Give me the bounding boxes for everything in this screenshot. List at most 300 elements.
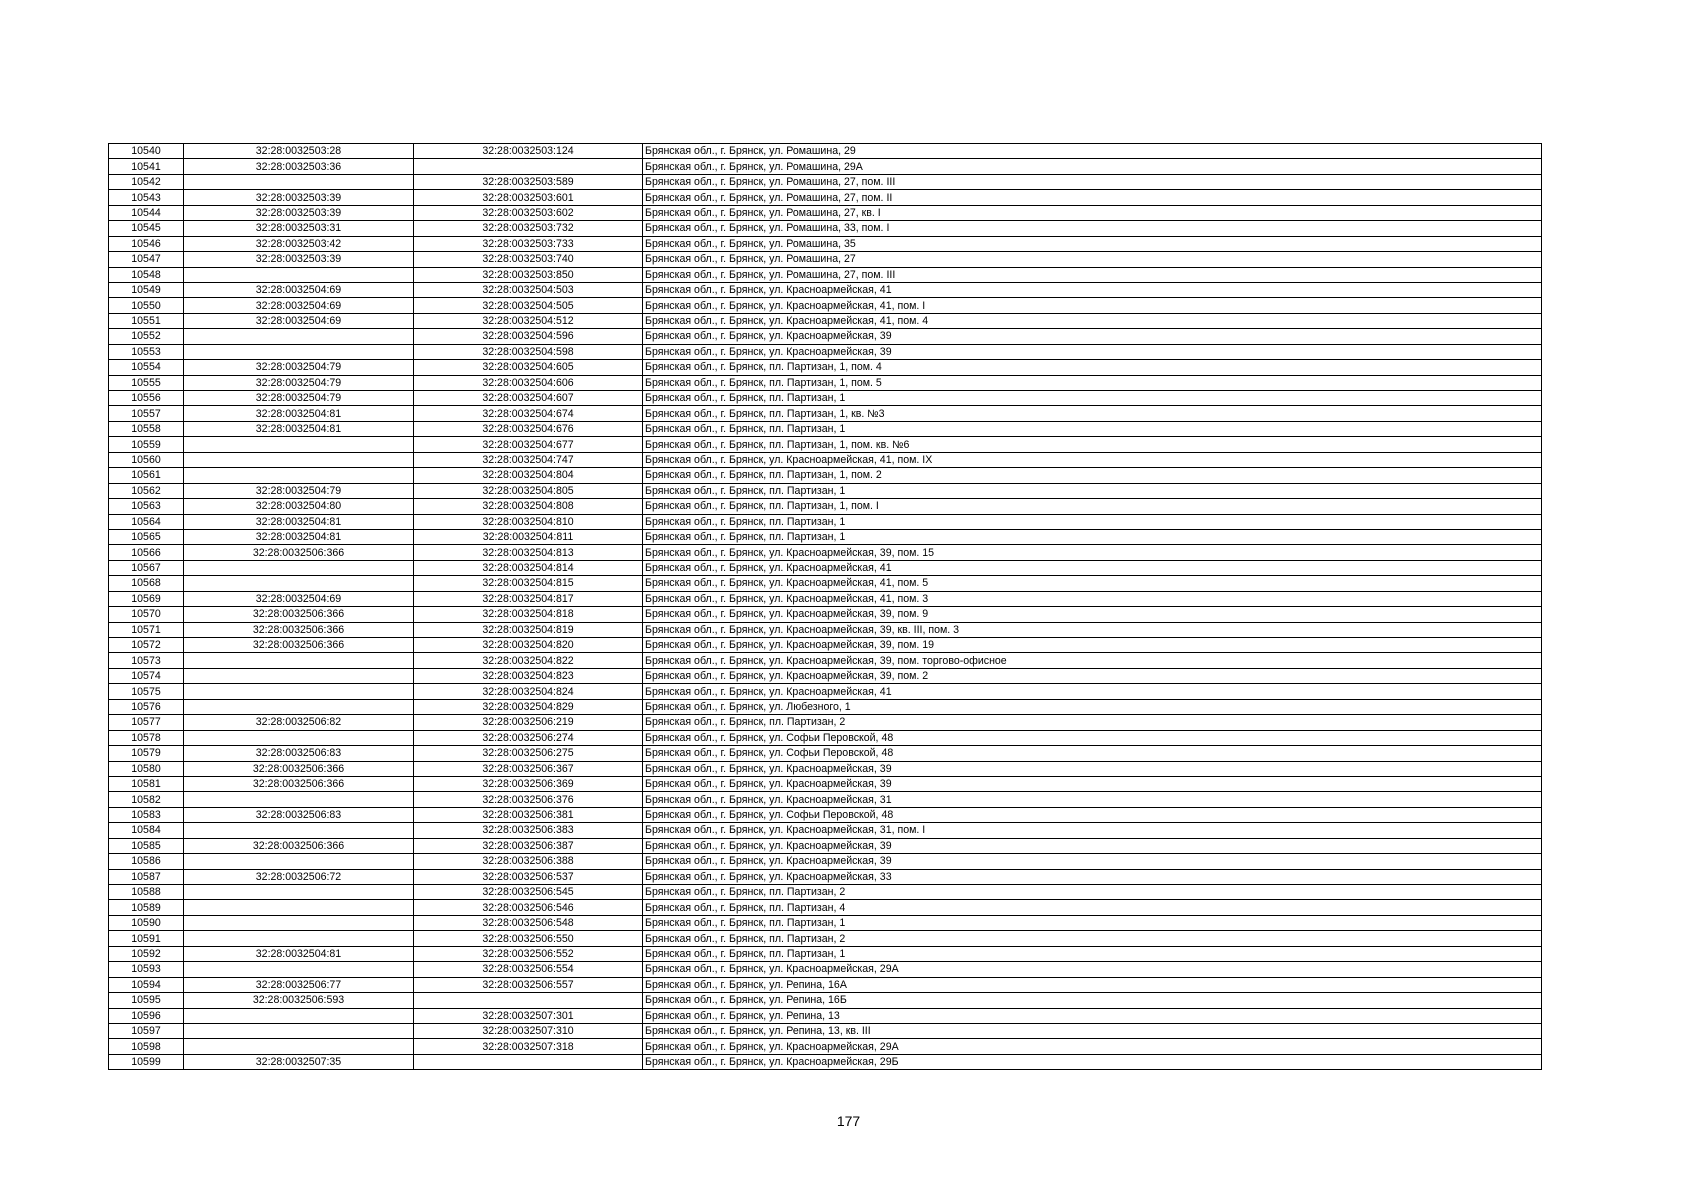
table-row: [109, 421, 1542, 436]
address-cell: Брянская обл., г. Брянск, ул. Ромашина, 27, кв. I: [643, 205, 1542, 220]
cadastral-number-cell: 32:28:0032504:829: [414, 699, 643, 714]
parent-cadastral-number-cell: 32:28:0032503:42: [184, 236, 414, 251]
address-cell: Брянская обл., г. Брянск, ул. Красноармейская, 39, кв. III, пом. 3: [643, 622, 1542, 637]
table-row: [109, 221, 1542, 236]
address-cell: Брянская обл., г. Брянск, ул. Красноармейская, 41, пом. 3: [643, 591, 1542, 606]
table-row: [109, 746, 1542, 761]
row-number-cell: 10576: [109, 699, 184, 714]
cadastral-number-cell: [414, 1054, 643, 1069]
parent-cadastral-number-cell: [184, 267, 414, 282]
address-cell: Брянская обл., г. Брянск, пл. Партизан, 1, пом. 2: [643, 468, 1542, 483]
parent-cadastral-number-cell: [184, 699, 414, 714]
cadastral-number-cell: 32:28:0032506:219: [414, 715, 643, 730]
row-number-cell: 10581: [109, 776, 184, 791]
table-row: [109, 499, 1542, 514]
cadastral-number-cell: 32:28:0032504:820: [414, 638, 643, 653]
parent-cadastral-number-cell: 32:28:0032503:39: [184, 205, 414, 220]
parent-cadastral-number-cell: 32:28:0032504:69: [184, 298, 414, 313]
row-number-cell: 10557: [109, 406, 184, 421]
address-cell: Брянская обл., г. Брянск, ул. Любезного, 1: [643, 699, 1542, 714]
page-number: 177: [836, 1113, 861, 1129]
table-row: [109, 313, 1542, 328]
address-cell: Брянская обл., г. Брянск, ул. Репина, 16Б: [643, 993, 1542, 1008]
cadastral-number-cell: 32:28:0032506:550: [414, 931, 643, 946]
parent-cadastral-number-cell: 32:28:0032503:39: [184, 190, 414, 205]
cadastral-number-cell: 32:28:0032504:814: [414, 560, 643, 575]
row-number-cell: 10566: [109, 545, 184, 560]
parent-cadastral-number-cell: 32:28:0032504:80: [184, 499, 414, 514]
cadastral-registry-table: [108, 143, 1542, 1070]
table-row: [109, 560, 1542, 575]
cadastral-number-cell: 32:28:0032504:810: [414, 514, 643, 529]
parent-cadastral-number-cell: 32:28:0032506:366: [184, 607, 414, 622]
address-cell: Брянская обл., г. Брянск, ул. Красноармейская, 41, пом. 5: [643, 576, 1542, 591]
table-row: [109, 838, 1542, 853]
cadastral-number-cell: 32:28:0032504:817: [414, 591, 643, 606]
parent-cadastral-number-cell: 32:28:0032504:69: [184, 591, 414, 606]
parent-cadastral-number-cell: [184, 329, 414, 344]
table-row: [109, 174, 1542, 189]
row-number-cell: 10592: [109, 946, 184, 961]
cadastral-number-cell: 32:28:0032504:822: [414, 653, 643, 668]
cadastral-number-cell: 32:28:0032506:381: [414, 807, 643, 822]
cadastral-number-cell: 32:28:0032503:601: [414, 190, 643, 205]
table-row: [109, 792, 1542, 807]
row-number-cell: 10556: [109, 391, 184, 406]
table-row: [109, 576, 1542, 591]
table-row: [109, 437, 1542, 452]
parent-cadastral-number-cell: [184, 1039, 414, 1054]
row-number-cell: 10543: [109, 190, 184, 205]
address-cell: Брянская обл., г. Брянск, ул. Красноармейская, 41, пом. 4: [643, 313, 1542, 328]
row-number-cell: 10544: [109, 205, 184, 220]
row-number-cell: 10540: [109, 144, 184, 159]
address-cell: Брянская обл., г. Брянск, пл. Партизан, 1: [643, 529, 1542, 544]
address-cell: Брянская обл., г. Брянск, пл. Партизан, 1, пом. 4: [643, 360, 1542, 375]
row-number-cell: 10586: [109, 854, 184, 869]
parent-cadastral-number-cell: [184, 900, 414, 915]
address-cell: Брянская обл., г. Брянск, ул. Репина, 16А: [643, 977, 1542, 992]
address-cell: Брянская обл., г. Брянск, ул. Красноармейская, 39: [643, 776, 1542, 791]
table-row: [109, 205, 1542, 220]
address-cell: Брянская обл., г. Брянск, ул. Красноармейская, 39, пом. 2: [643, 668, 1542, 683]
table-row: [109, 282, 1542, 297]
table-row: [109, 885, 1542, 900]
cadastral-number-cell: 32:28:0032506:387: [414, 838, 643, 853]
address-cell: Брянская обл., г. Брянск, пл. Партизан, 1, пом. кв. №6: [643, 437, 1542, 452]
cadastral-number-cell: 32:28:0032504:804: [414, 468, 643, 483]
row-number-cell: 10564: [109, 514, 184, 529]
cadastral-number-cell: 32:28:0032506:369: [414, 776, 643, 791]
row-number-cell: 10588: [109, 885, 184, 900]
table-row: [109, 375, 1542, 390]
table-row: [109, 668, 1542, 683]
table-row: [109, 236, 1542, 251]
parent-cadastral-number-cell: 32:28:0032504:69: [184, 282, 414, 297]
parent-cadastral-number-cell: [184, 962, 414, 977]
table-row: [109, 190, 1542, 205]
parent-cadastral-number-cell: 32:28:0032507:35: [184, 1054, 414, 1069]
table-row: [109, 298, 1542, 313]
address-cell: Брянская обл., г. Брянск, пл. Партизан, 2: [643, 931, 1542, 946]
row-number-cell: 10584: [109, 823, 184, 838]
parent-cadastral-number-cell: 32:28:0032506:366: [184, 838, 414, 853]
parent-cadastral-number-cell: [184, 668, 414, 683]
row-number-cell: 10570: [109, 607, 184, 622]
parent-cadastral-number-cell: [184, 468, 414, 483]
cadastral-number-cell: 32:28:0032503:850: [414, 267, 643, 282]
address-cell: Брянская обл., г. Брянск, ул. Ромашина, 27, пом. III: [643, 174, 1542, 189]
row-number-cell: 10587: [109, 869, 184, 884]
cadastral-number-cell: 32:28:0032507:318: [414, 1039, 643, 1054]
address-cell: Брянская обл., г. Брянск, ул. Красноармейская, 31, пом. I: [643, 823, 1542, 838]
row-number-cell: 10552: [109, 329, 184, 344]
table-row: [109, 252, 1542, 267]
row-number-cell: 10575: [109, 684, 184, 699]
address-cell: Брянская обл., г. Брянск, ул. Красноармейская, 41: [643, 282, 1542, 297]
parent-cadastral-number-cell: 32:28:0032504:81: [184, 514, 414, 529]
cadastral-number-cell: 32:28:0032506:275: [414, 746, 643, 761]
address-cell: Брянская обл., г. Брянск, ул. Софьи Перовской, 48: [643, 730, 1542, 745]
parent-cadastral-number-cell: 32:28:0032504:69: [184, 313, 414, 328]
cadastral-number-cell: 32:28:0032504:813: [414, 545, 643, 560]
parent-cadastral-number-cell: [184, 931, 414, 946]
table-row: [109, 1054, 1542, 1069]
cadastral-number-cell: 32:28:0032506:383: [414, 823, 643, 838]
table-row: [109, 529, 1542, 544]
table-row: [109, 360, 1542, 375]
address-cell: Брянская обл., г. Брянск, ул. Красноармейская, 41: [643, 560, 1542, 575]
row-number-cell: 10573: [109, 653, 184, 668]
address-cell: Брянская обл., г. Брянск, ул. Репина, 13: [643, 1008, 1542, 1023]
cadastral-number-cell: 32:28:0032506:274: [414, 730, 643, 745]
table-row: [109, 931, 1542, 946]
cadastral-number-cell: 32:28:0032506:537: [414, 869, 643, 884]
cadastral-number-cell: 32:28:0032504:811: [414, 529, 643, 544]
row-number-cell: 10561: [109, 468, 184, 483]
row-number-cell: 10542: [109, 174, 184, 189]
parent-cadastral-number-cell: [184, 823, 414, 838]
row-number-cell: 10579: [109, 746, 184, 761]
parent-cadastral-number-cell: 32:28:0032506:77: [184, 977, 414, 992]
table-row: [109, 1039, 1542, 1054]
cadastral-number-cell: 32:28:0032507:301: [414, 1008, 643, 1023]
cadastral-number-cell: 32:28:0032504:598: [414, 344, 643, 359]
cadastral-number-cell: 32:28:0032504:503: [414, 282, 643, 297]
address-cell: Брянская обл., г. Брянск, ул. Красноармейская, 29А: [643, 1039, 1542, 1054]
table-row: [109, 761, 1542, 776]
address-cell: Брянская обл., г. Брянск, ул. Красноармейская, 39: [643, 329, 1542, 344]
row-number-cell: 10562: [109, 483, 184, 498]
cadastral-number-cell: 32:28:0032504:605: [414, 360, 643, 375]
address-cell: Брянская обл., г. Брянск, ул. Красноармейская, 41, пом. IX: [643, 452, 1542, 467]
cadastral-number-cell: 32:28:0032504:818: [414, 607, 643, 622]
cadastral-number-cell: 32:28:0032506:376: [414, 792, 643, 807]
address-cell: Брянская обл., г. Брянск, пл. Партизан, 1, пом. I: [643, 499, 1542, 514]
address-cell: Брянская обл., г. Брянск, ул. Красноармейская, 39: [643, 344, 1542, 359]
cadastral-number-cell: 32:28:0032504:607: [414, 391, 643, 406]
parent-cadastral-number-cell: [184, 684, 414, 699]
cadastral-number-cell: 32:28:0032504:805: [414, 483, 643, 498]
row-number-cell: 10549: [109, 282, 184, 297]
table-row: [109, 344, 1542, 359]
parent-cadastral-number-cell: 32:28:0032504:79: [184, 375, 414, 390]
row-number-cell: 10593: [109, 962, 184, 977]
cadastral-number-cell: 32:28:0032506:367: [414, 761, 643, 776]
parent-cadastral-number-cell: [184, 560, 414, 575]
parent-cadastral-number-cell: 32:28:0032504:81: [184, 529, 414, 544]
parent-cadastral-number-cell: 32:28:0032506:366: [184, 622, 414, 637]
table-row: [109, 962, 1542, 977]
row-number-cell: 10548: [109, 267, 184, 282]
address-cell: Брянская обл., г. Брянск, пл. Партизан, 2: [643, 885, 1542, 900]
address-cell: Брянская обл., г. Брянск, пл. Партизан, 1, пом. 5: [643, 375, 1542, 390]
parent-cadastral-number-cell: [184, 576, 414, 591]
address-cell: Брянская обл., г. Брянск, ул. Красноармейская, 39, пом. 9: [643, 607, 1542, 622]
parent-cadastral-number-cell: 32:28:0032506:366: [184, 776, 414, 791]
table-row: [109, 329, 1542, 344]
row-number-cell: 10558: [109, 421, 184, 436]
cadastral-number-cell: 32:28:0032506:388: [414, 854, 643, 869]
parent-cadastral-number-cell: [184, 730, 414, 745]
cadastral-number-cell: 32:28:0032504:505: [414, 298, 643, 313]
cadastral-number-cell: 32:28:0032506:552: [414, 946, 643, 961]
cadastral-number-cell: 32:28:0032506:557: [414, 977, 643, 992]
row-number-cell: 10589: [109, 900, 184, 915]
address-cell: Брянская обл., г. Брянск, ул. Ромашина, 33, пом. I: [643, 221, 1542, 236]
table-row: [109, 1008, 1542, 1023]
cadastral-number-cell: 32:28:0032504:747: [414, 452, 643, 467]
table-row: [109, 915, 1542, 930]
parent-cadastral-number-cell: 32:28:0032504:81: [184, 421, 414, 436]
row-number-cell: 10541: [109, 159, 184, 174]
parent-cadastral-number-cell: 32:28:0032503:39: [184, 252, 414, 267]
address-cell: Брянская обл., г. Брянск, ул. Ромашина, 29: [643, 144, 1542, 159]
row-number-cell: 10583: [109, 807, 184, 822]
table-row: [109, 946, 1542, 961]
address-cell: Брянская обл., г. Брянск, пл. Партизан, 1: [643, 514, 1542, 529]
address-cell: Брянская обл., г. Брянск, ул. Ромашина, 35: [643, 236, 1542, 251]
parent-cadastral-number-cell: 32:28:0032506:366: [184, 638, 414, 653]
row-number-cell: 10598: [109, 1039, 184, 1054]
parent-cadastral-number-cell: 32:28:0032506:593: [184, 993, 414, 1008]
row-number-cell: 10577: [109, 715, 184, 730]
parent-cadastral-number-cell: [184, 1008, 414, 1023]
registry-table-body: [109, 144, 1542, 1070]
cadastral-number-cell: 32:28:0032503:602: [414, 205, 643, 220]
address-cell: Брянская обл., г. Брянск, ул. Красноармейская, 41, пом. I: [643, 298, 1542, 313]
row-number-cell: 10578: [109, 730, 184, 745]
row-number-cell: 10590: [109, 915, 184, 930]
row-number-cell: 10559: [109, 437, 184, 452]
address-cell: Брянская обл., г. Брянск, пл. Партизан, 1: [643, 946, 1542, 961]
row-number-cell: 10574: [109, 668, 184, 683]
row-number-cell: 10551: [109, 313, 184, 328]
address-cell: Брянская обл., г. Брянск, ул. Красноармейская, 29А: [643, 962, 1542, 977]
address-cell: Брянская обл., г. Брянск, ул. Софьи Перовской, 48: [643, 746, 1542, 761]
table-row: [109, 545, 1542, 560]
row-number-cell: 10554: [109, 360, 184, 375]
cadastral-number-cell: 32:28:0032503:733: [414, 236, 643, 251]
table-row: [109, 823, 1542, 838]
cadastral-number-cell: 32:28:0032504:819: [414, 622, 643, 637]
cadastral-number-cell: 32:28:0032504:824: [414, 684, 643, 699]
table-row: [109, 391, 1542, 406]
parent-cadastral-number-cell: 32:28:0032504:81: [184, 406, 414, 421]
table-row: [109, 1023, 1542, 1038]
parent-cadastral-number-cell: 32:28:0032506:72: [184, 869, 414, 884]
cadastral-number-cell: 32:28:0032506:545: [414, 885, 643, 900]
parent-cadastral-number-cell: 32:28:0032503:31: [184, 221, 414, 236]
parent-cadastral-number-cell: 32:28:0032506:366: [184, 545, 414, 560]
parent-cadastral-number-cell: [184, 344, 414, 359]
table-row: [109, 622, 1542, 637]
table-row: [109, 699, 1542, 714]
cadastral-number-cell: 32:28:0032504:823: [414, 668, 643, 683]
address-cell: Брянская обл., г. Брянск, пл. Партизан, 2: [643, 715, 1542, 730]
table-row: [109, 607, 1542, 622]
row-number-cell: 10582: [109, 792, 184, 807]
address-cell: Брянская обл., г. Брянск, ул. Красноармейская, 41: [643, 684, 1542, 699]
table-row: [109, 807, 1542, 822]
address-cell: Брянская обл., г. Брянск, ул. Красноармейская, 39, пом. 19: [643, 638, 1542, 653]
address-cell: Брянская обл., г. Брянск, ул. Ромашина, 27, пом. II: [643, 190, 1542, 205]
row-number-cell: 10594: [109, 977, 184, 992]
cadastral-number-cell: 32:28:0032504:677: [414, 437, 643, 452]
address-cell: Брянская обл., г. Брянск, ул. Красноармейская, 39: [643, 761, 1542, 776]
row-number-cell: 10553: [109, 344, 184, 359]
row-number-cell: 10550: [109, 298, 184, 313]
address-cell: Брянская обл., г. Брянск, ул. Репина, 13, кв. III: [643, 1023, 1542, 1038]
table-row: [109, 591, 1542, 606]
parent-cadastral-number-cell: [184, 174, 414, 189]
parent-cadastral-number-cell: 32:28:0032506:366: [184, 761, 414, 776]
address-cell: Брянская обл., г. Брянск, пл. Партизан, 1: [643, 483, 1542, 498]
table-row: [109, 715, 1542, 730]
address-cell: Брянская обл., г. Брянск, ул. Красноармейская, 39: [643, 838, 1542, 853]
parent-cadastral-number-cell: 32:28:0032506:83: [184, 746, 414, 761]
table-row: [109, 900, 1542, 915]
parent-cadastral-number-cell: [184, 792, 414, 807]
table-row: [109, 993, 1542, 1008]
cadastral-number-cell: 32:28:0032507:310: [414, 1023, 643, 1038]
table-row: [109, 730, 1542, 745]
cadastral-number-cell: 32:28:0032504:674: [414, 406, 643, 421]
row-number-cell: 10571: [109, 622, 184, 637]
parent-cadastral-number-cell: [184, 452, 414, 467]
address-cell: Брянская обл., г. Брянск, пл. Партизан, 1, кв. №3: [643, 406, 1542, 421]
table-row: [109, 406, 1542, 421]
row-number-cell: 10546: [109, 236, 184, 251]
row-number-cell: 10568: [109, 576, 184, 591]
address-cell: Брянская обл., г. Брянск, ул. Ромашина, 29А: [643, 159, 1542, 174]
cadastral-number-cell: 32:28:0032506:546: [414, 900, 643, 915]
table-row: [109, 854, 1542, 869]
table-row: [109, 267, 1542, 282]
address-cell: Брянская обл., г. Брянск, пл. Партизан, 4: [643, 900, 1542, 915]
table-row: [109, 144, 1542, 159]
table-row: [109, 468, 1542, 483]
table-row: [109, 159, 1542, 174]
row-number-cell: 10591: [109, 931, 184, 946]
parent-cadastral-number-cell: [184, 1023, 414, 1038]
cadastral-number-cell: 32:28:0032506:548: [414, 915, 643, 930]
row-number-cell: 10585: [109, 838, 184, 853]
row-number-cell: 10563: [109, 499, 184, 514]
address-cell: Брянская обл., г. Брянск, пл. Партизан, 1: [643, 391, 1542, 406]
row-number-cell: 10597: [109, 1023, 184, 1038]
parent-cadastral-number-cell: 32:28:0032503:28: [184, 144, 414, 159]
cadastral-number-cell: 32:28:0032506:554: [414, 962, 643, 977]
cadastral-number-cell: 32:28:0032504:815: [414, 576, 643, 591]
row-number-cell: 10596: [109, 1008, 184, 1023]
parent-cadastral-number-cell: 32:28:0032506:83: [184, 807, 414, 822]
cadastral-number-cell: [414, 993, 643, 1008]
row-number-cell: 10572: [109, 638, 184, 653]
parent-cadastral-number-cell: 32:28:0032504:79: [184, 391, 414, 406]
row-number-cell: 10569: [109, 591, 184, 606]
parent-cadastral-number-cell: [184, 653, 414, 668]
cadastral-number-cell: 32:28:0032504:808: [414, 499, 643, 514]
cadastral-number-cell: 32:28:0032504:676: [414, 421, 643, 436]
row-number-cell: 10567: [109, 560, 184, 575]
cadastral-number-cell: 32:28:0032504:606: [414, 375, 643, 390]
address-cell: Брянская обл., г. Брянск, ул. Ромашина, 27: [643, 252, 1542, 267]
address-cell: Брянская обл., г. Брянск, ул. Софьи Перовской, 48: [643, 807, 1542, 822]
address-cell: Брянская обл., г. Брянск, ул. Красноармейская, 33: [643, 869, 1542, 884]
table-row: [109, 638, 1542, 653]
row-number-cell: 10545: [109, 221, 184, 236]
cadastral-number-cell: 32:28:0032504:596: [414, 329, 643, 344]
table-row: [109, 869, 1542, 884]
cadastral-number-cell: 32:28:0032503:732: [414, 221, 643, 236]
table-row: [109, 483, 1542, 498]
cadastral-number-cell: 32:28:0032503:740: [414, 252, 643, 267]
cadastral-number-cell: [414, 159, 643, 174]
parent-cadastral-number-cell: 32:28:0032503:36: [184, 159, 414, 174]
address-cell: Брянская обл., г. Брянск, ул. Красноармейская, 31: [643, 792, 1542, 807]
parent-cadastral-number-cell: [184, 885, 414, 900]
table-row: [109, 977, 1542, 992]
address-cell: Брянская обл., г. Брянск, пл. Партизан, 1: [643, 421, 1542, 436]
cadastral-number-cell: 32:28:0032503:124: [414, 144, 643, 159]
table-row: [109, 452, 1542, 467]
address-cell: Брянская обл., г. Брянск, пл. Партизан, 1: [643, 915, 1542, 930]
row-number-cell: 10547: [109, 252, 184, 267]
table-row: [109, 776, 1542, 791]
cadastral-number-cell: 32:28:0032504:512: [414, 313, 643, 328]
row-number-cell: 10580: [109, 761, 184, 776]
row-number-cell: 10595: [109, 993, 184, 1008]
row-number-cell: 10599: [109, 1054, 184, 1069]
parent-cadastral-number-cell: 32:28:0032504:81: [184, 946, 414, 961]
parent-cadastral-number-cell: [184, 854, 414, 869]
address-cell: Брянская обл., г. Брянск, ул. Красноармейская, 39, пом. торгово-офисное: [643, 653, 1542, 668]
row-number-cell: 10555: [109, 375, 184, 390]
address-cell: Брянская обл., г. Брянск, ул. Ромашина, 27, пом. III: [643, 267, 1542, 282]
parent-cadastral-number-cell: 32:28:0032504:79: [184, 483, 414, 498]
parent-cadastral-number-cell: [184, 915, 414, 930]
parent-cadastral-number-cell: 32:28:0032506:82: [184, 715, 414, 730]
table-row: [109, 514, 1542, 529]
address-cell: Брянская обл., г. Брянск, ул. Красноармейская, 39, пом. 15: [643, 545, 1542, 560]
address-cell: Брянская обл., г. Брянск, ул. Красноармейская, 29Б: [643, 1054, 1542, 1069]
address-cell: Брянская обл., г. Брянск, ул. Красноармейская, 39: [643, 854, 1542, 869]
row-number-cell: 10560: [109, 452, 184, 467]
table-row: [109, 653, 1542, 668]
table-row: [109, 684, 1542, 699]
cadastral-number-cell: 32:28:0032503:589: [414, 174, 643, 189]
